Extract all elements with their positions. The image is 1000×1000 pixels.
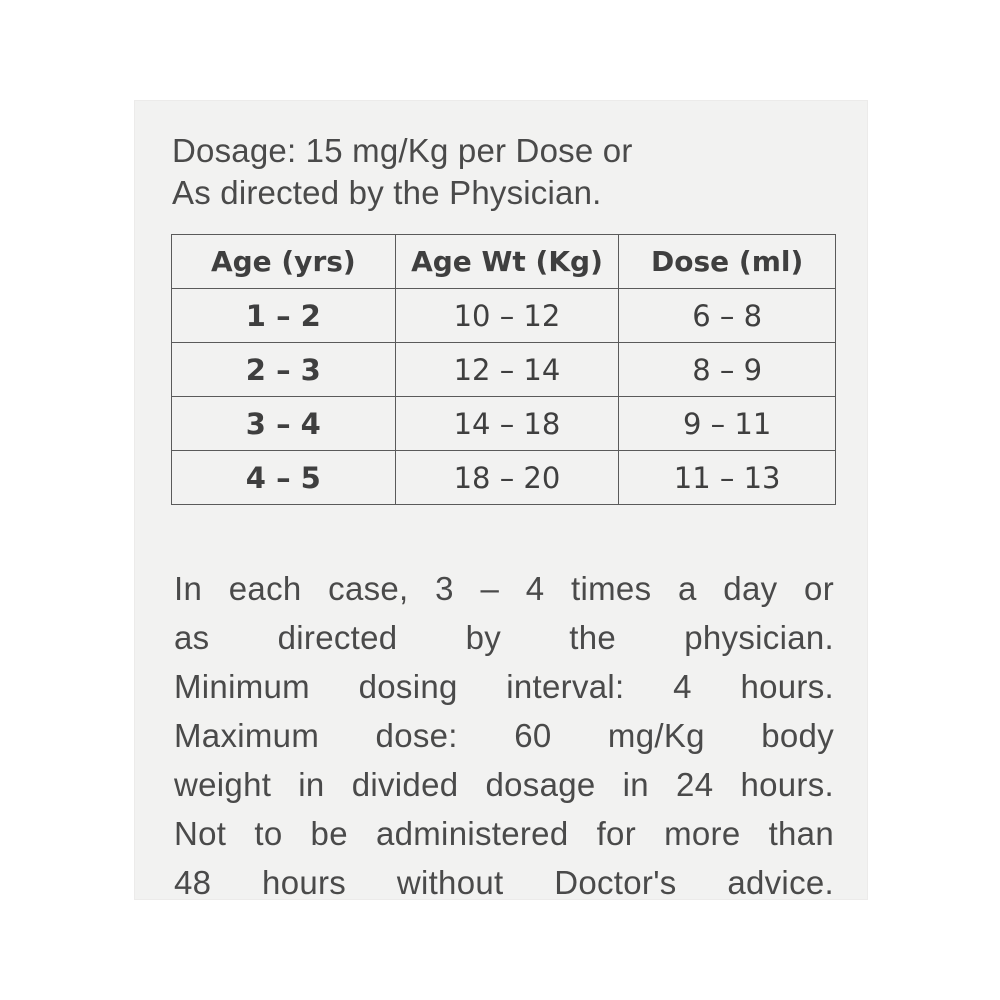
instruction-line: In each case, 3 – 4 times a day or: [174, 570, 834, 607]
dosing-instructions: [174, 564, 834, 907]
table-row: [172, 397, 836, 451]
cell-dose: 11 – 13: [619, 451, 836, 505]
cell-weight: 18 – 20: [395, 451, 619, 505]
table-header-row: [172, 235, 836, 289]
cell-dose: 9 – 11: [619, 397, 836, 451]
dosage-label-panel: [134, 100, 868, 900]
cell-dose: 8 – 9: [619, 343, 836, 397]
cell-weight: 14 – 18: [395, 397, 619, 451]
table-row: [172, 451, 836, 505]
cell-dose: 6 – 8: [619, 289, 836, 343]
cell-age: 1 – 2: [172, 289, 396, 343]
instruction-line: as directed by the physician.: [174, 619, 834, 656]
dosage-intro-line-1: Dosage: 15 mg/Kg per Dose or: [172, 132, 633, 169]
table-row: [172, 289, 836, 343]
table-row: [172, 343, 836, 397]
instruction-line: weight in divided dosage in 24 hours.: [174, 766, 834, 803]
instruction-line: Not to be administered for more than: [174, 815, 834, 852]
cell-weight: 10 – 12: [395, 289, 619, 343]
dosage-intro: [172, 130, 832, 214]
cell-weight: 12 – 14: [395, 343, 619, 397]
dosage-intro-line-2: As directed by the Physician.: [172, 174, 602, 211]
header-weight: Age Wt (Kg): [395, 235, 619, 289]
header-dose: Dose (ml): [619, 235, 836, 289]
cell-age: 4 – 5: [172, 451, 396, 505]
header-age: Age (yrs): [172, 235, 396, 289]
instruction-line: Minimum dosing interval: 4 hours.: [174, 668, 834, 705]
cell-age: 3 – 4: [172, 397, 396, 451]
instruction-line: 48 hours without Doctor's advice.: [174, 864, 834, 901]
instruction-line: Maximum dose: 60 mg/Kg body: [174, 717, 834, 754]
cell-age: 2 – 3: [172, 343, 396, 397]
dosage-table: [171, 234, 836, 505]
